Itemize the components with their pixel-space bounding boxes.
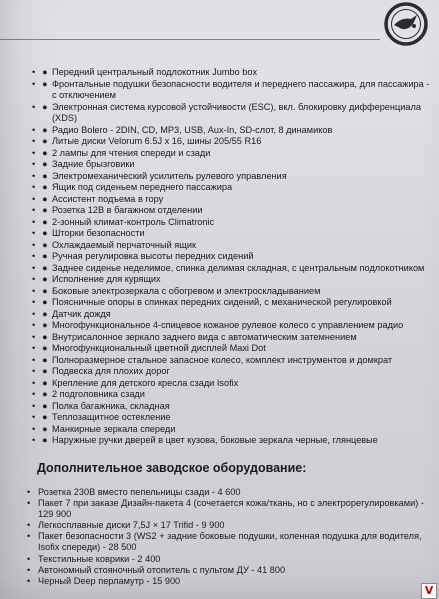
standard-equipment-item (0, 240, 439, 252)
standard-equipment-item (0, 412, 439, 424)
bullet-icon: ● (42, 308, 48, 319)
item-text: Полноразмерное стальное запасное колесо, комплект инструментов и домкрат (52, 354, 393, 365)
item-text: Легкосплавные диски 7,5J × 17 Trifid - 9 900 (38, 520, 225, 531)
item-text: Наружные ручки дверей в цвет кузова, боковые зеркала черные, глянцевые (52, 435, 378, 445)
optional-equipment-item (0, 554, 439, 565)
bullet-icon: • (32, 239, 36, 250)
bullet-icon: • (32, 228, 36, 238)
item-text: Исполнение для курящих (52, 274, 161, 284)
bullet-icon: • (32, 251, 36, 261)
item-text: Подвеска для плохих дорог (52, 366, 170, 376)
bullet-icon: ● (42, 159, 48, 169)
bullet-icon: • (32, 400, 36, 411)
item-text: Автономный стояночный отопитель с пультом ДУ - 41 800 (38, 564, 286, 575)
standard-equipment-item (0, 171, 439, 183)
bullet-icon: ● (42, 216, 48, 227)
item-text: Многофункциональное 4-спицевое кожаное рулевое колесо с управлением радио (52, 320, 404, 330)
bullet-icon: • (32, 262, 36, 273)
bullet-icon: • (27, 564, 31, 575)
bullet-icon: • (32, 170, 36, 181)
standard-equipment-item (0, 159, 439, 171)
standard-equipment-item (0, 274, 439, 286)
bullet-icon: ● (42, 377, 48, 388)
item-text: Охлаждаемый перчаточный ящик (52, 239, 196, 250)
standard-equipment-item (0, 217, 439, 229)
standard-equipment-item (0, 228, 439, 240)
bullet-icon: • (32, 423, 36, 434)
item-text: Электромеханический усилитель рулевого управления (52, 170, 287, 181)
standard-equipment-item (0, 389, 439, 401)
item-text: Пакет безопасности 3 (WS2 + задние боковые подушки, коленная подушка для водителя, Isofix спереди) - 28 500 (38, 531, 422, 553)
bullet-icon: • (32, 366, 36, 376)
bullet-icon: • (32, 412, 36, 422)
bullet-icon: ● (42, 297, 48, 307)
bullet-icon: ● (42, 147, 48, 158)
bullet-icon: • (27, 553, 31, 564)
standard-equipment-item (0, 194, 439, 206)
bullet-icon: ● (42, 285, 48, 296)
standard-equipment-list (0, 67, 439, 447)
standard-equipment-item (0, 79, 439, 102)
bullet-icon: • (32, 435, 36, 445)
item-text: Многофункциональный цветной дисплей Maxi Dot (52, 343, 266, 353)
optional-equipment-item (0, 487, 439, 498)
optional-equipment-list (0, 487, 439, 587)
bullet-icon: ● (42, 343, 48, 353)
item-text: Боковые электрозеркала с обогревом и электроскладыванием (52, 285, 321, 296)
standard-equipment-item (0, 343, 439, 355)
bullet-icon: • (32, 147, 36, 158)
optional-equipment-item (0, 565, 439, 576)
bullet-icon: ● (42, 331, 48, 342)
bullet-icon: ● (42, 170, 48, 181)
item-text: 2-зонный климат-контроль Climatronic (52, 216, 215, 227)
bullet-icon: ● (42, 239, 48, 250)
standard-equipment-item (0, 424, 439, 436)
bullet-icon: ● (42, 389, 48, 399)
item-text: Пакет 7 при заказе Дизайн-пакета 4 (сочетается кожа/ткань, но с электрорегулировками) - 129 900 (38, 498, 424, 520)
bullet-icon: ● (42, 67, 48, 77)
standard-equipment-item (0, 401, 439, 413)
standard-equipment-item (0, 286, 439, 298)
standard-equipment-item (0, 67, 439, 79)
optional-equipment-heading: Дополнительное заводское оборудование: (37, 461, 307, 475)
bullet-icon: • (32, 159, 36, 169)
item-text: Задние брызговики (52, 159, 135, 169)
item-text: 2 подголовника сзади (52, 389, 145, 399)
bullet-icon: • (32, 308, 36, 319)
standard-equipment-item (0, 435, 439, 447)
standard-equipment-item (0, 309, 439, 321)
bullet-icon: • (32, 274, 36, 284)
bullet-icon: • (32, 216, 36, 227)
bullet-icon: • (32, 136, 36, 146)
standard-equipment-item (0, 182, 439, 194)
bullet-icon: ● (42, 193, 48, 204)
item-text: 2 лампы для чтения спереди и сзади (52, 147, 211, 158)
bullet-icon: • (32, 78, 36, 89)
bullet-icon: • (32, 354, 36, 365)
bullet-icon: ● (42, 435, 48, 445)
item-text: Черный Deep перламутр - 15 900 (38, 575, 181, 586)
item-text: Ящик под сиденьем переднего пассажира (52, 182, 233, 192)
standard-equipment-item (0, 355, 439, 367)
item-text: Шторки безопасности (52, 228, 145, 238)
item-text: Датчик дождя (52, 308, 111, 319)
item-text: Электронная система курсовой устойчивости (ESC), вкл. блокировку дифференциала (XDS) (52, 101, 421, 123)
bullet-icon: • (32, 343, 36, 353)
item-text: Полка багажника, складная (52, 400, 170, 411)
standard-equipment-item (0, 263, 439, 275)
item-text: Манкирные зеркала спереди (52, 423, 176, 434)
item-text: Передний центральный подлокотник Jumbo box (52, 67, 258, 77)
bullet-icon: • (27, 531, 31, 542)
item-text: Розетка 230В вместо пепельницы сзади - 4 600 (38, 487, 241, 497)
standard-equipment-item (0, 332, 439, 344)
bullet-icon: ● (42, 423, 48, 434)
item-text: Литые диски Velorum 6.5J x 16, шины 205/55 R16 (52, 136, 262, 146)
bullet-icon: • (32, 377, 36, 388)
bullet-icon: ● (42, 205, 48, 215)
optional-equipment-item (0, 576, 439, 587)
bullet-icon: • (27, 487, 31, 497)
standard-equipment-item (0, 251, 439, 263)
bullet-icon: • (32, 389, 36, 399)
item-text: Ассистент подъема в гору (52, 193, 164, 204)
bullet-icon: ● (42, 228, 48, 238)
bullet-icon: • (32, 67, 36, 77)
standard-equipment-item (0, 205, 439, 217)
site-watermark: V (421, 583, 437, 599)
bullet-icon: ● (42, 124, 48, 135)
item-text: Поясничные опоры в спинках передних сидений, с механической регулировкой (52, 297, 392, 307)
bullet-icon: • (32, 124, 36, 135)
item-text: Ручная регулировка высоты передних сидений (52, 251, 254, 261)
skoda-logo-icon (384, 2, 428, 46)
item-text: Теплозащитное остекление (52, 412, 171, 422)
standard-equipment-item (0, 102, 439, 125)
item-text: Крепление для детского кресла сзади Isofix (52, 377, 239, 388)
item-text: Розетка 12В в багажном отделении (52, 205, 203, 215)
bullet-icon: • (27, 575, 31, 586)
bullet-icon: ● (42, 78, 48, 89)
standard-equipment-item (0, 366, 439, 378)
bullet-icon: • (27, 498, 31, 509)
bullet-icon: • (32, 101, 36, 112)
bullet-icon: ● (42, 366, 48, 376)
bullet-icon: ● (42, 101, 48, 112)
standard-equipment-item (0, 320, 439, 332)
bullet-icon: • (32, 182, 36, 192)
bullet-icon: • (32, 320, 36, 330)
bullet-icon: • (32, 285, 36, 296)
standard-equipment-item (0, 125, 439, 137)
bullet-icon: • (32, 331, 36, 342)
bullet-icon: ● (42, 136, 48, 146)
bullet-icon: ● (42, 412, 48, 422)
bullet-icon: ● (42, 182, 48, 192)
item-text: Радио Bolero - 2DIN, CD, MP3, USB, Aux-In, SD-слот, 8 динамиков (52, 124, 333, 135)
bullet-icon: ● (42, 262, 48, 273)
bullet-icon: ● (42, 400, 48, 411)
standard-equipment-item (0, 148, 439, 160)
bullet-icon: • (32, 297, 36, 307)
item-text: Фронтальные подушки безопасности водителя и переднего пассажира, для пассажира - с отключением (52, 78, 430, 100)
bullet-icon: • (32, 193, 36, 204)
optional-equipment-item (0, 531, 439, 553)
standard-equipment-item (0, 378, 439, 390)
optional-equipment-item (0, 520, 439, 531)
bullet-icon: ● (42, 274, 48, 284)
item-text: Текстильные коврики - 2 400 (38, 553, 161, 564)
standard-equipment-item (0, 297, 439, 309)
bullet-icon: ● (42, 320, 48, 330)
item-text: Внутрисалонное зеркало заднего вида с автоматическим затемнением (52, 331, 357, 342)
item-text: Заднее сиденье неделимое, спинка делимая складная, с центральным подлокотником (52, 262, 425, 273)
bullet-icon: ● (42, 251, 48, 261)
standard-equipment-item (0, 136, 439, 148)
bullet-icon: • (27, 520, 31, 531)
optional-equipment-item (0, 498, 439, 520)
bullet-icon: ● (42, 354, 48, 365)
header-rule (0, 39, 380, 40)
bullet-icon: • (32, 205, 36, 215)
